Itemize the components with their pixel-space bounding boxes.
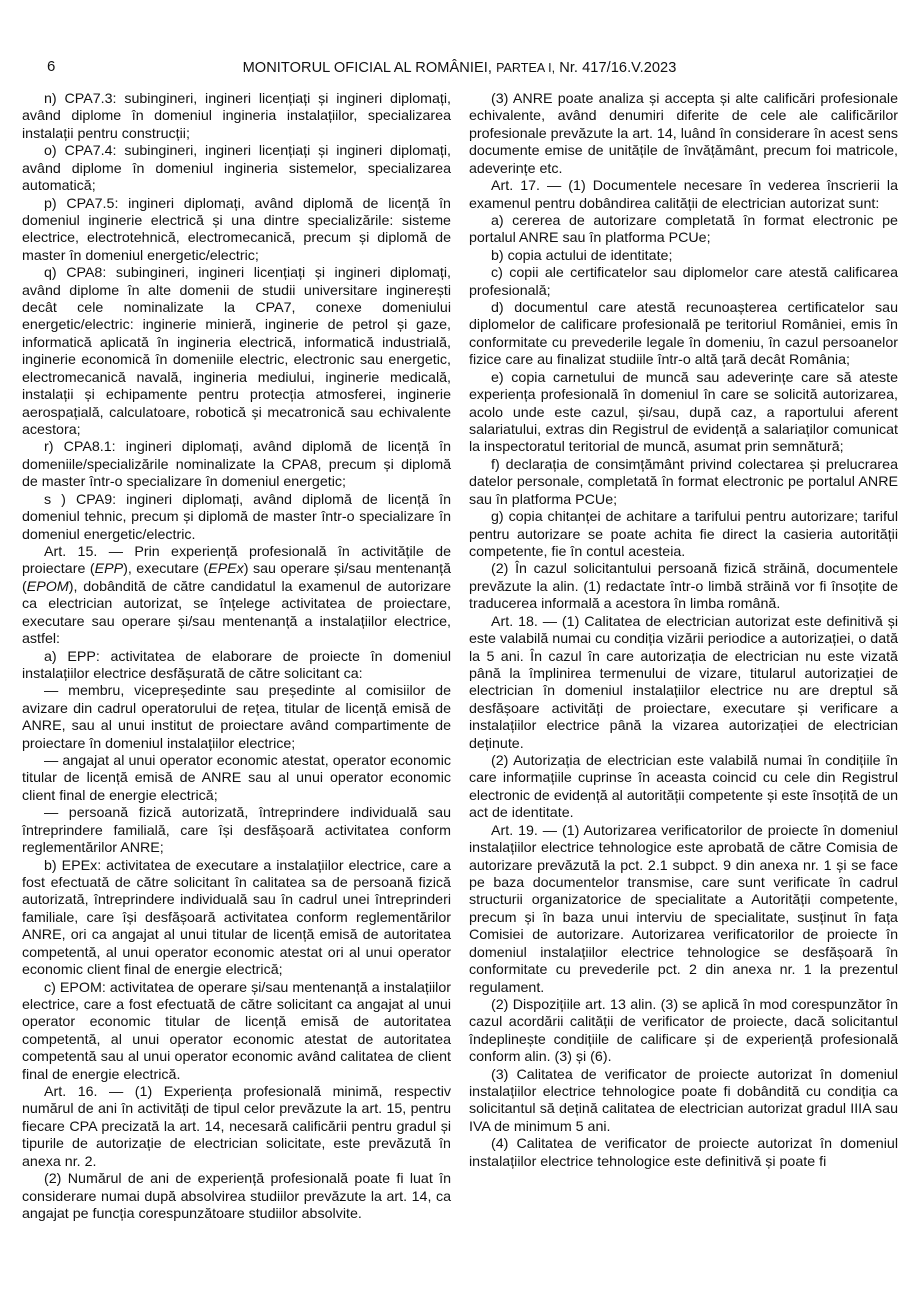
paragraph: (2) Dispozițiile art. 13 alin. (3) se aplică în mod corespunzător în cazul acordării calității de verificator de proiecte, dacă solicitantul îndeplinește condițiile de calificare și de experiență profesională conform alin. (3) și (6). bbox=[469, 996, 898, 1066]
paragraph: p) CPA7.5: ingineri diplomați, având diplomă de licență în domeniul inginerie electrică și una dintre specializările: sisteme electrice, electrotehnică, electromecanică, precum și diplomă de master în domeniul energetic/electric; bbox=[22, 195, 451, 264]
abbreviation-italic: EPEx bbox=[208, 561, 244, 578]
paragraph: Art. 17. — (1) Documentele necesare în vederea înscrierii la examenul pentru dobândirea calității de electrician autorizat sunt: bbox=[469, 178, 898, 212]
paragraph: (2) Numărul de ani de experiență profesională poate fi luat în considerare numai după absolvirea studiilor prevăzute la art. 14, ca angajat pe funcția corespunzătoare studiilor absolvite. bbox=[22, 1171, 451, 1222]
paragraph: — membru, vicepreședinte sau președinte al comisiilor de avizare din cadrul operatorului de rețea, titular de licență emisă de ANRE, sau al unui institut de proiectare având compartimente de proiectare în domeniul instalațiilor electrice; bbox=[22, 683, 451, 752]
paragraph: b) EPEx: activitatea de executare a instalațiilor electrice, care a fost efectuată de către solicitant în calitatea sa de persoană fizică autorizată, întreprindere individuală sau în cadrul unei întreprinderi familiale, care își desfășoară activitatea conform reglementărilor ANRE, ori ca angajat al unui titular de licență emisă de autoritatea competentă, al unui operator economic atestat ori al unui operator economic client final de energie electrică; bbox=[22, 857, 451, 979]
running-header bbox=[0, 60, 919, 76]
paragraph: — persoană fizică autorizată, întreprindere individuală sau întreprindere familială, care își desfășoară activitatea conform reglementărilor ANRE; bbox=[22, 805, 451, 857]
paragraph: r) CPA8.1: ingineri diplomați, având diplomă de licență în domeniile/specializările nominalizate la CPA8, precum și diplomă de master într-o specializare în domeniul energetic; bbox=[22, 439, 451, 491]
text-segment: ), executare ( bbox=[123, 561, 209, 578]
paragraph: (3) ANRE poate analiza și accepta și alte calificări profesionale echivalente, având denumiri diferite de cele ale calificărilor profesionale prevăzute la art. 14, luând în considerare în acest sens documente emise de unitățile de învățământ, precum foi matricole, adeverințe etc. bbox=[469, 91, 898, 177]
paragraph: — angajat al unui operator economic atestat, operator economic titular de licență emisă de ANRE sau al unui operator economic client final de energie electrică; bbox=[22, 753, 451, 804]
paragraph: Art. 18. — (1) Calitatea de electrician autorizat este definitivă și este valabilă numai cu condiția vizării periodice a autorizației, o dată la 5 ani. În cazul în care autorizația de electrician nu este vizată până la împlinirea termenului de vizare, titularul autorizației de electrician în domeniul instalațiilor electrice nu are dreptul să desfășoare activități de proiectare, executare și verificare a instalațiilor electrice până la vizarea autorizației de electrician deținute. bbox=[469, 613, 898, 752]
paragraph: e) copia carnetului de muncă sau adeverințe care să ateste experiența profesională în domeniul în care se solicită autorizarea, acolo unde este cazul, și/sau, după caz, a raportului aferent salariatului, extras din Registrul de evidență a salariaților comunicat la inspectoratul teritorial de muncă, asumat prin semnătură; bbox=[469, 369, 898, 456]
text-segment: ) sau operare și/sau mentenanță ( bbox=[22, 561, 451, 595]
abbreviation-italic: EPP bbox=[94, 561, 124, 578]
paragraph: (4) Calitatea de verificator de proiecte autorizat în domeniul instalațiilor electrice tehnologice este definitivă și poate fi bbox=[469, 1136, 898, 1170]
paragraph: b) copia actului de identitate; bbox=[491, 247, 673, 264]
paragraph: d) documentul care atestă recunoașterea certificatelor sau diplomelor de calificare profesională pe teritoriul României, emis în conformitate cu prevederile legale în domeniu, în cazul persoanelor fizice care au finalizat studiile într-o altă țară decât România; bbox=[469, 300, 898, 369]
paragraph: (2) În cazul solicitantului persoană fizică străină, documentele prevăzute la alin. (1) redactate într-o limbă străină vor fi însoțite de traducerea informală a acestora în limba română. bbox=[469, 561, 898, 613]
paragraph: Art. 16. — (1) Experiența profesională minimă, respectiv numărul de ani în activități de tipul celor prevăzute la art. 15, pentru fiecare CPA precizată la art. 14, necesară calificării pentru gradul și tipurile de autorizație de electrician solicitate, este prevăzută în anexa nr. 2. bbox=[22, 1084, 451, 1170]
text-segment: Art. 15. — Prin experiență profesională în activitățile de proiectare ( bbox=[22, 543, 451, 578]
paragraph: g) copia chitanței de achitare a tarifului pentru autorizare; tariful pentru autorizare se poate achita fie direct la casieria autorității competente, fie în contul acesteia. bbox=[469, 509, 898, 560]
paragraph: f) declarația de consimțământ privind colectarea și prelucrarea datelor personale, completată în format electronic pe portalul ANRE sau în platforma PCUe; bbox=[469, 456, 898, 508]
paragraph: q) CPA8: subingineri, ingineri licențiați și ingineri diplomați, având diplome în alte domenii de studii universitare inginerești decât cele nominalizate la CPA7, conexe domeniului energetic/electric: inginerie minieră, inginerie de petrol și gaze, informatică aplicată în ingineria electrică, informatică industrială, inginerie economică în domeniile electric, electronic sau energetic, electromecanică navală, ingineria mediului, inginerie medicală, instalații și echipamente pentru protecția atmosferei, inginerie aerospațială, calculatoare, robotică și mecatronică sau echivalente acestora; bbox=[22, 265, 451, 439]
paragraph bbox=[22, 544, 451, 649]
paragraph: (3) Calitatea de verificator de proiecte autorizat în domeniul instalațiilor electrice tehnologice poate fi dobândită cu condiția ca solicitantul să dețină calitatea de electrician autorizat gradul IIIA sau IVA de minimum 5 ani. bbox=[469, 1066, 898, 1135]
paragraph: a) cererea de autorizare completată în format electronic pe portalul ANRE sau în platforma PCUe; bbox=[469, 212, 898, 247]
abbreviation-italic: EPOM bbox=[26, 578, 69, 595]
paragraph: c) copii ale certificatelor sau diplomelor care atestă calificarea profesională; bbox=[469, 265, 898, 299]
paragraph: c) EPOM: activitatea de operare și/sau mentenanță a instalațiilor electrice, care a fost efectuată de către solicitant ca angajat al unui operator economic titular de licență emisă de autoritatea competentă, al unui operator economic atestat de autoritatea competentă sau al unui operator economic având calitatea de client final de energie electrică. bbox=[22, 979, 451, 1083]
left-column bbox=[22, 91, 451, 1223]
paragraph: o) CPA7.4: subingineri, ingineri licențiați și ingineri diplomați, având diplome în domeniul ingineria sistemelor, specializarea automatică; bbox=[22, 143, 451, 195]
publication-title: MONITORUL OFICIAL AL ROMÂNIEI, bbox=[242, 60, 492, 76]
paragraph: s ) CPA9: ingineri diplomați, având diplomă de licență în domeniul tehnic, precum și diplomă de master într-o specializare în domeniul energetic/electric. bbox=[22, 491, 451, 543]
paragraph: n) CPA7.3: subingineri, ingineri licențiați și ingineri diplomați, având diplome în domeniul ingineria instalațiilor, specializarea instalații pentru construcții; bbox=[22, 91, 451, 142]
paragraph: a) EPP: activitatea de elaborare de proiecte în domeniul instalațiilor electrice desfășurată de către solicitant ca: bbox=[22, 648, 451, 682]
paragraph: (2) Autorizația de electrician este valabilă numai în condițiile în care informațiile cuprinse în aceasta coincid cu cele din Registrul electronic de evidență al autorității competente și este însoțită de un act de identitate. bbox=[469, 753, 898, 822]
right-column bbox=[469, 91, 898, 1171]
page-number: 6 bbox=[47, 58, 56, 75]
text-segment: ), dobândită de către candidatul la examenul de autorizare ca electrician autorizat, se înțelege activitatea de proiectare, executare sau operare și/sau mentenanță a instalațiilor electrice, astfel: bbox=[22, 578, 451, 648]
publication-issue: Nr. 417/16.V.2023 bbox=[559, 60, 677, 76]
publication-part: PARTEA I, bbox=[496, 61, 556, 75]
paragraph: Art. 19. — (1) Autorizarea verificatorilor de proiecte în domeniul instalațiilor electrice tehnologice este aprobată de către Comisia de autorizare prevăzută la pct. 2.1 subpct. 9 din anexa nr. 1 și se face pe baza documentelor transmise, care sunt verificate în cadrul structurii organizatorice de specialitate a Autorității competente, precum și în baza unui interviu de specialitate, susținut în fața Comisiei de autorizare. Autorizarea verificatorilor de proiecte în domeniul instalațiilor electrice tehnologice se desfășoară în conformitate cu prevederile pct. 2 din anexa nr. 1 la prezentul regulament. bbox=[469, 822, 898, 996]
